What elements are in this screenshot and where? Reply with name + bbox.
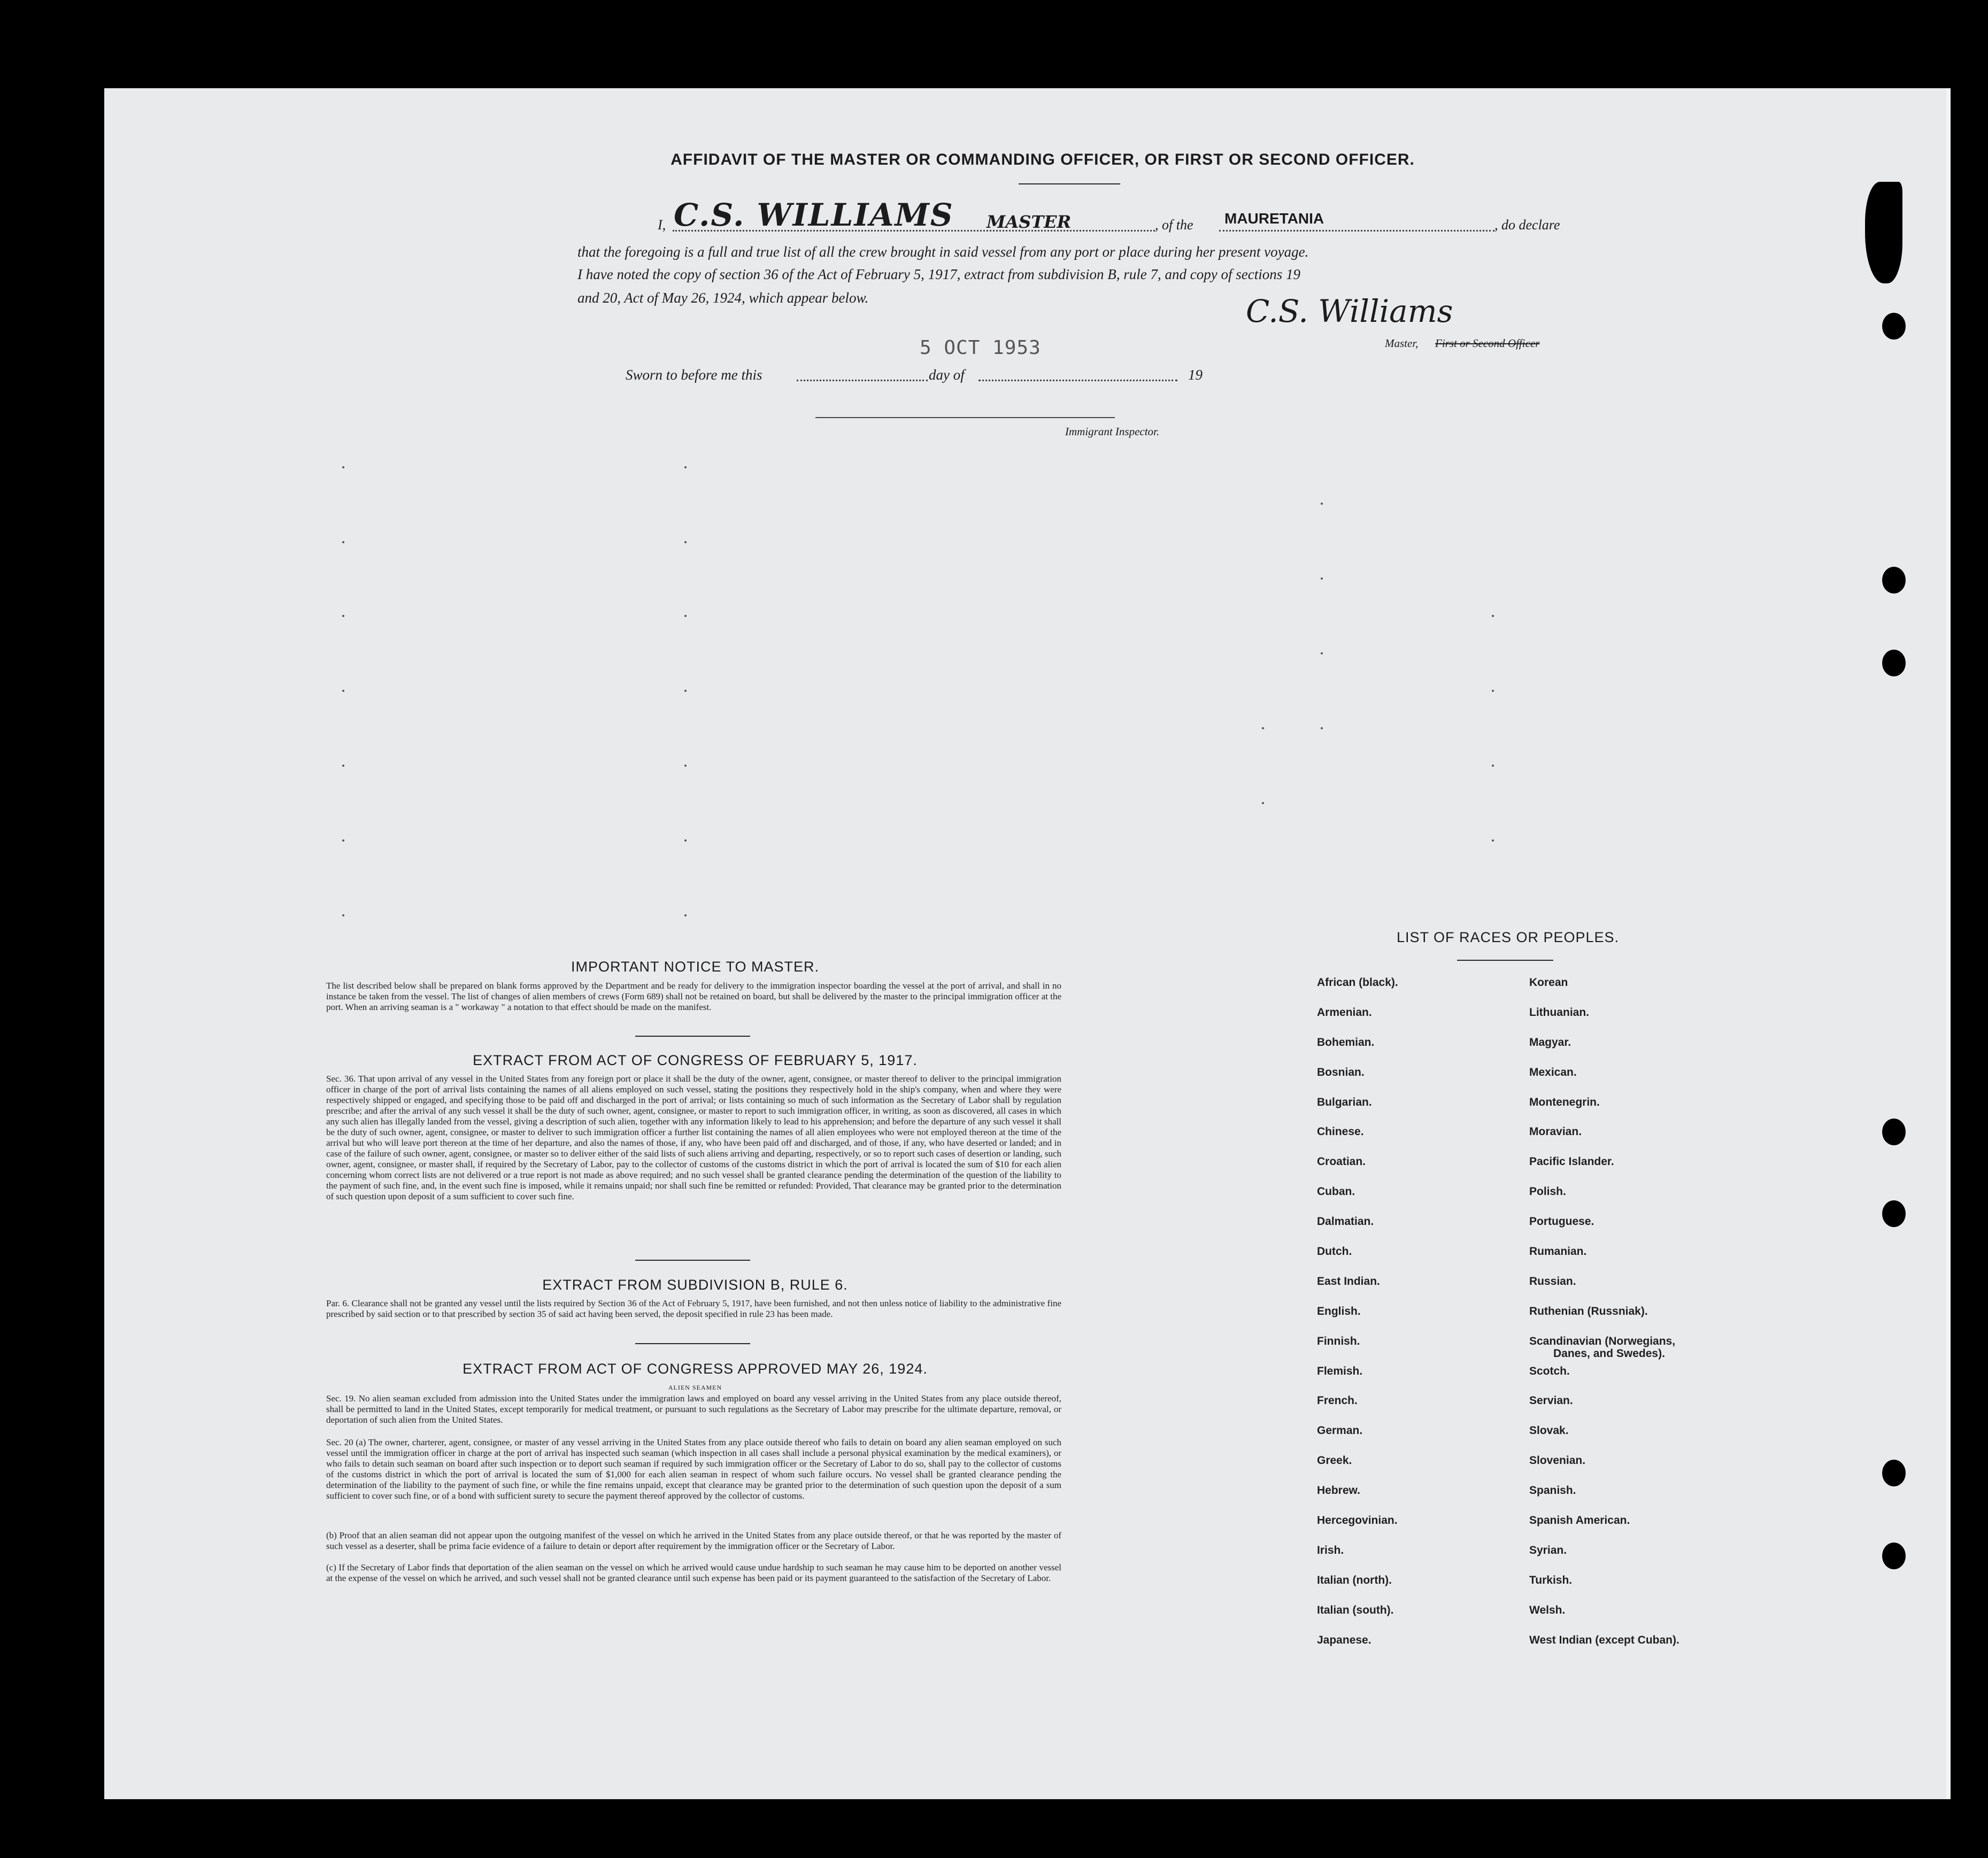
race-item: Montenegrin. [1529,1096,1600,1108]
notice-rule [635,1036,750,1037]
races-left-column [1317,976,1520,1663]
race-item: East Indian. [1317,1275,1380,1288]
alien-seamen-subheading: ALIEN SEAMEN [668,1384,722,1391]
race-item: Rumanian. [1529,1245,1587,1258]
races-right-column [1529,976,1754,1663]
month-line [978,380,1177,381]
punch-hole [1882,1200,1906,1227]
day-of-label: day of [929,367,965,383]
race-item: Servian. [1529,1394,1573,1407]
race-item: Spanish American. [1529,1514,1630,1527]
subdivision-b-heading: EXTRACT FROM SUBDIVISION B, RULE 6. [542,1277,848,1293]
extract-1917-rule [635,1260,750,1261]
notice-heading: IMPORTANT NOTICE TO MASTER. [571,959,820,975]
extract-1924-heading: EXTRACT FROM ACT OF CONGRESS APPROVED MAY 26, 1924. [463,1361,928,1377]
race-item: Slovenian. [1529,1454,1586,1467]
punch-hole [1882,1460,1906,1486]
affidavit-line-3: I have noted the copy of section 36 of the Act of February 5, 1917, extract from subdivision B, rule 7, and copy of sections 19 [577,266,1300,282]
race-item: Hercegovinian. [1317,1514,1398,1527]
vessel-name: MAURETANIA [1224,210,1324,227]
sec-20a-text: Sec. 20 (a) The owner, charterer, agent, consignee, or master of any vessel arriving in the United States from any place outside thereof who fails to detain on board any alien seaman employed on such vessel until the immigration officer in charge at the port of arrival has inspected such seaman (which inspection in all cases shall include a personal physical examination by the medical examiners), or who fails to detain such seaman on board after such inspection or to deport such seaman if required by such immigration officer or the Secretary of Labor to do so, shall pay to the collector of customs of the customs district in which the port of arrival is located the sum of $1,000 for each alien seaman in respect of whom such failure occurs. No vessel shall be granted clearance pending the determination of the liability to the payment of such fine, or while the fine remains unpaid, except that clearance may be granted prior to the determination of such question upon the deposit of a sum sufficient to cover such fine, or of a bond with sufficient surety to secure the payment thereof approved by the collector of customs. [326,1437,1061,1501]
punch-hole [1882,1119,1906,1145]
sworn-label: Sworn to before me this [626,367,762,383]
race-item: Croatian. [1317,1155,1366,1168]
race-item: Armenian. [1317,1006,1372,1019]
master-signature: C.S. Williams [1246,293,1453,329]
race-item: Syrian. [1529,1544,1567,1556]
race-item: Portuguese. [1529,1215,1594,1228]
torn-edge [1865,182,1902,283]
punch-hole [1882,1543,1906,1569]
race-item: Italian (north). [1317,1574,1392,1586]
punch-hole [1882,650,1906,676]
master-name: C.S. WILLIAMS [674,197,954,233]
race-item: Korean [1529,976,1568,989]
race-item: Slovak. [1529,1424,1569,1437]
master-rank: MASTER [987,212,1072,232]
of-the-label: , of the [1155,217,1193,233]
race-item: Russian. [1529,1275,1576,1288]
race-item: Lithuanian. [1529,1006,1589,1019]
affidavit-line-2: that the foregoing is a full and true list of all the crew brought in said vessel from any port or place during her present voyage. [577,244,1309,260]
race-item: Pacific Islander. [1529,1155,1614,1168]
inspector-label: Immigrant Inspector. [1065,425,1160,438]
sec-20c-text: (c) If the Secretary of Labor finds that deportation of the alien seaman on the vessel on which he arrived would cause undue hardship to such seaman he may cause him to be deported on another vessel at the expense of the vessel on which he arrived, and such vessel shall not be granted clearance until such expense has been paid or its payment guaranteed to the satisfaction of the Secretary of Labor. [326,1562,1061,1583]
race-item: English. [1317,1305,1361,1317]
do-declare-label: , do declare [1494,217,1560,233]
race-item: Scandinavian (Norwegians, [1529,1335,1676,1347]
race-item: Flemish. [1317,1364,1363,1377]
race-item: Bohemian. [1317,1036,1375,1049]
race-item: Spanish. [1529,1484,1576,1497]
scandinavian-continuation: Danes, and Swedes). [1553,1347,1665,1360]
race-item: Cuban. [1317,1185,1355,1198]
punch-hole [1882,567,1906,593]
race-item: Greek. [1317,1454,1352,1467]
race-item: African (black). [1317,976,1398,989]
affidavit-line-4: and 20, Act of May 26, 1924, which appear below. [577,290,869,306]
heading-rule [1019,183,1120,184]
race-item: Bosnian. [1317,1066,1365,1078]
subdivision-b-text: Par. 6. Clearance shall not be granted any vessel until the lists required by Section 36 of the Act of February 5, 1917, have been furnished, and not then unless notice of liability to the administrative fine prescribed by said section or to that prescribed by section 35 of said act having been served, the deposit specified in rule 23 has been made. [326,1298,1061,1319]
day-line [797,380,928,381]
race-item: Hebrew. [1317,1484,1360,1497]
race-item: West Indian (except Cuban). [1529,1633,1679,1646]
race-item: Turkish. [1529,1574,1573,1586]
affidavit-heading: AFFIDAVIT OF THE MASTER OR COMMANDING OFFICER, OR FIRST OR SECOND OFFICER. [671,151,1415,168]
year-label: 19 [1188,367,1203,383]
race-item: Dalmatian. [1317,1215,1374,1228]
date-stamp: 5 OCT 1953 [920,337,1041,359]
races-rule [1457,960,1553,961]
race-item: Dutch. [1317,1245,1352,1258]
sec-19-text: Sec. 19. No alien seaman excluded from admission into the United States under the immigration laws and employed on board any vessel arriving in the United States from any place outside thereof, shall be permitted to land in the United States, except temporarily for medical treatment, or pursuant to such regulations as the Secretary of Labor may prescribe for the ultimate departure, removal, or deportation of such alien from the United States. [326,1393,1061,1425]
race-item: Polish. [1529,1185,1566,1198]
race-item: French. [1317,1394,1358,1407]
race-item: Ruthenian (Russniak). [1529,1305,1648,1317]
race-item: Chinese. [1317,1125,1364,1138]
extract-1917-heading: EXTRACT FROM ACT OF CONGRESS OF FEBRUARY 5, 1917. [473,1052,918,1068]
race-item: Japanese. [1317,1633,1371,1646]
punch-hole [1882,313,1906,340]
race-item: Mexican. [1529,1066,1577,1078]
notice-text: The list described below shall be prepared on blank forms approved by the Department and be ready for delivery to the immigration inspector boarding the vessel at the port of arrival, and shall in no instance be taken from the vessel. The list of changes of alien members of crews (Form 689) shall not be retained on board, but shall be delivered by the master to the principal immigration officer at the port. When an arriving seaman is a " workaway " a notation to that effect should be made on the manifest. [326,981,1061,1012]
race-item: Welsh. [1529,1603,1566,1616]
race-item: Moravian. [1529,1125,1582,1138]
extract-1917-text: Sec. 36. That upon arrival of any vessel in the United States from any foreign port or place it shall be the duty of the owner, agent, consignee, or master thereof to deliver to the principal immigration officer in charge of the port of arrival lists containing the names of all aliens employed on such vessel, stating the positions they respectively hold in the ship's company, when and where they were respectively shipped or engaged, and specifying those to be paid off and discharged in the port of arrival; or lists containing so much of such information as the Secretary of Labor shall by regulation prescribe; and after the arrival of any such vessel it shall be the duty of such owner, agent, consignee, or master to report to such immigration officer, in writing, as soon as discovered, all cases in which any such alien has illegally landed from the vessel, giving a description of such alien, together with any information likely to lead to his apprehension; and before the departure of any such vessel it shall be the duty of such owner, agent, consignee, or master to deliver to such immigration officer a further list containing the names of all alien employees who were not employed thereon at the time of the arrival but who will leave port thereon at the time of her departure, and also the names of those, if any, who have been paid off and discharged, and of those, if any, who have deserted or landed; and in case of the failure of such owner, agent, consignee, or master so to deliver either of the said lists of such aliens arriving and departing, respectively, or so to report such cases of desertion or landing, such owner, agent, consignee, or master shall, if required by the Secretary of Labor, pay to the collector of customs of the customs district in which the port of arrival is located the sum of $10 for each alien concerning whom correct lists are not delivered or a true report is not made as above required; and no such vessel shall be granted clearance pending the determination of the question of the liability to the payment of such fine, and, in the event such fine is imposed, while it remains unpaid; nor shall such fine be remitted or refunded: Provided, That clearance may be granted prior to the determination of such question upon deposit of a sum sufficient to cover such fine. [326,1074,1061,1201]
race-item: Magyar. [1529,1036,1571,1049]
race-item: Irish. [1317,1544,1344,1556]
race-item: German. [1317,1424,1363,1437]
struck-officer-label: First or Second Officer [1435,337,1540,350]
affidavit-prefix: I, [658,217,666,233]
sec-20b-text: (b) Proof that an alien seaman did not appear upon the outgoing manifest of the vessel on which he arrived in the United States from any place outside thereof, or that he was reported by the master of such vessel as a deserter, shall be prima facie evidence of a failure to detain or deport after requirement by the immigration officer or the Secretary of Labor. [326,1530,1061,1551]
master-label: Master, [1385,337,1419,350]
vessel-line [1219,230,1494,232]
inspector-signature-line [815,417,1115,418]
races-heading: LIST OF RACES OR PEOPLES. [1396,929,1620,945]
race-item: Scotch. [1529,1364,1570,1377]
subdivision-b-rule [635,1343,750,1344]
race-item: Bulgarian. [1317,1096,1372,1108]
race-item: Finnish. [1317,1335,1360,1347]
race-item: Italian (south). [1317,1603,1394,1616]
